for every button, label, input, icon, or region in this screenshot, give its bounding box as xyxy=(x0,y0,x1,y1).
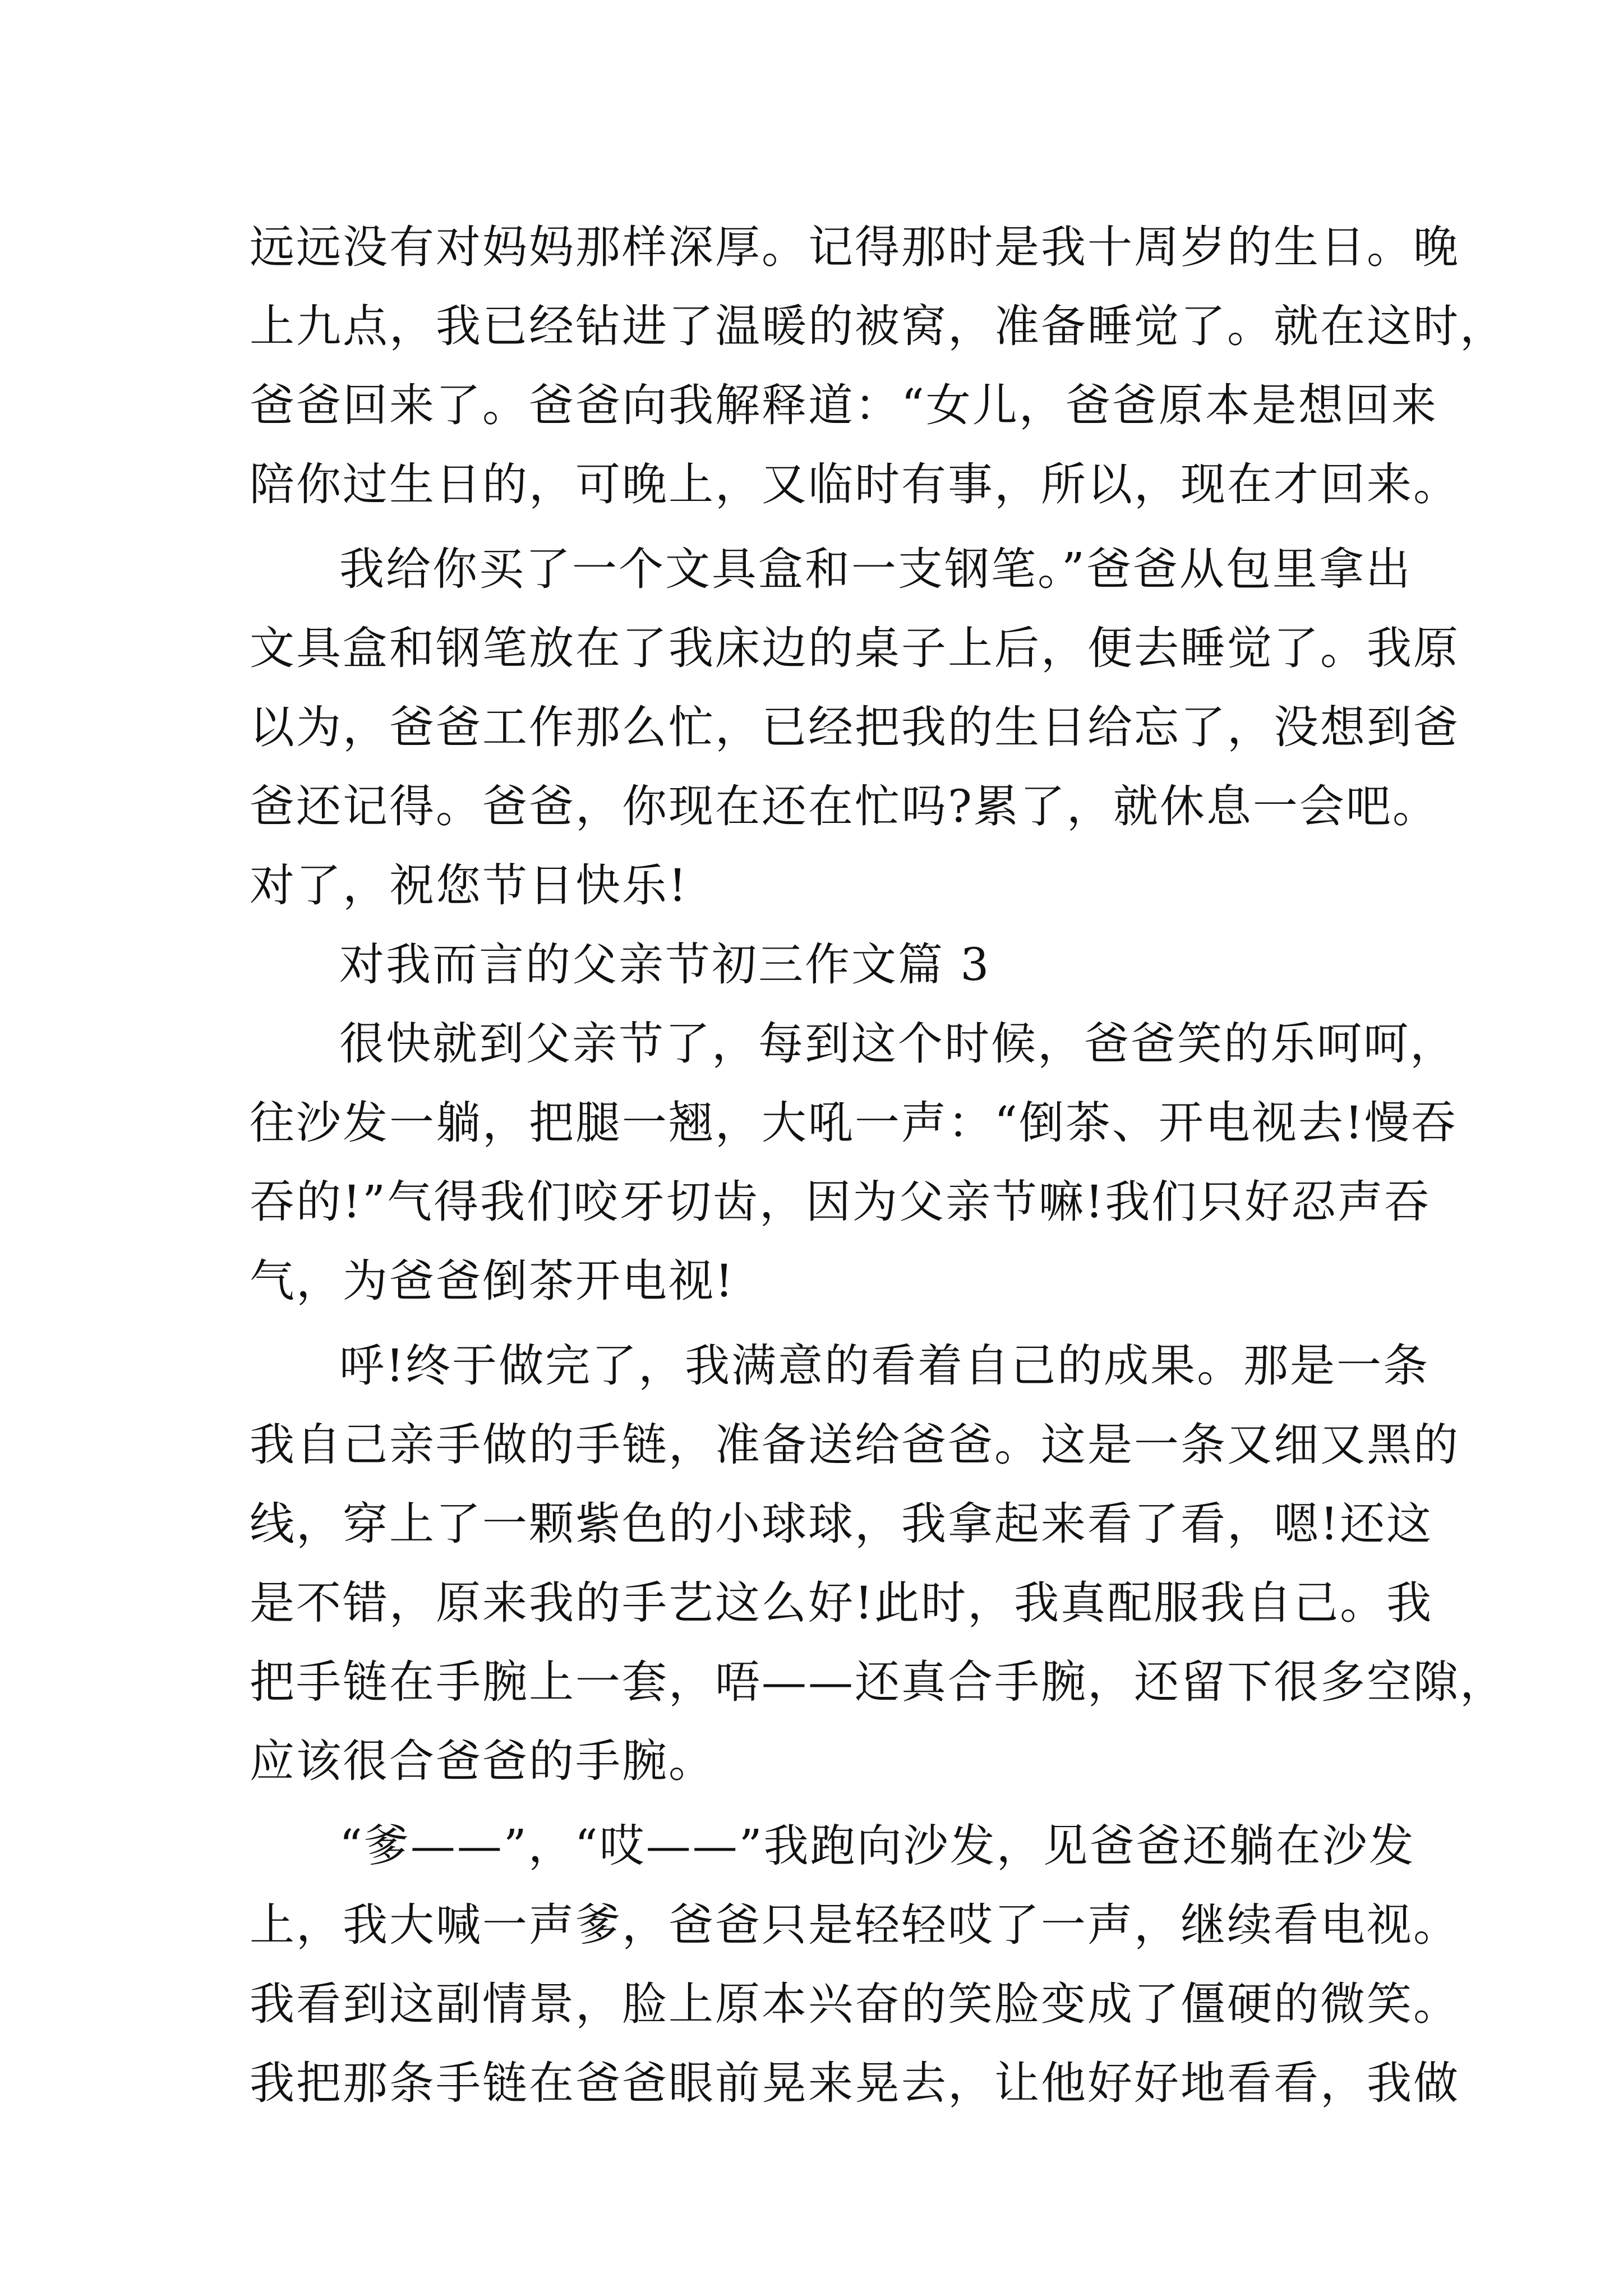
text-line: 远远没有对妈妈那样深厚。记得那时是我十周岁的生日。晚 xyxy=(250,221,1460,273)
paragraph-first-line: 很快就到父亲节了，每到这个时候，爸爸笑的乐呵呵， xyxy=(339,1018,1456,1070)
text-line: 我自己亲手做的手链，准备送给爸爸。这是一条又细又黑的 xyxy=(250,1419,1460,1471)
text-line: 我把那条手链在爸爸眼前晃来晃去，让他好好地看看，我做 xyxy=(250,2057,1460,2109)
paragraph-first-line: 我给你买了一个文具盒和一支钢笔。”爸爸从包里拿出 xyxy=(339,543,1412,595)
text-line: 往沙发一躺，把腿一翘，大吼一声：“倒茶、开电视去!慢吞 xyxy=(250,1097,1458,1149)
paragraph-first-line: 呼!终于做完了，我满意的看着自己的成果。那是一条 xyxy=(339,1340,1430,1392)
text-line: 气，为爸爸倒茶开电视! xyxy=(250,1255,735,1307)
section-heading: 对我而言的父亲节初三作文篇 3 xyxy=(339,938,991,991)
text-line: 陪你过生日的，可晚上，又临时有事，所以，现在才回来。 xyxy=(250,458,1460,510)
text-line: 是不错，原来我的手艺这么好!此时，我真配服我自己。我 xyxy=(250,1577,1433,1629)
text-line: 对了，祝您节日快乐! xyxy=(250,859,689,912)
text-line: 爸还记得。爸爸，你现在还在忙吗?累了，就休息一会吧。 xyxy=(250,780,1439,832)
text-line: 上九点，我已经钻进了温暖的被窝，准备睡觉了。就在这时， xyxy=(250,300,1506,352)
text-line: 上，我大喊一声爹，爸爸只是轻轻哎了一声，继续看电视。 xyxy=(250,1899,1460,1951)
text-line: 应该很合爸爸的手腕。 xyxy=(250,1735,715,1787)
text-line: 文具盒和钢笔放在了我床边的桌子上后，便去睡觉了。我原 xyxy=(250,622,1460,674)
text-line: 我看到这副情景，脸上原本兴奋的笑脸变成了僵硬的微笑。 xyxy=(250,1978,1460,2030)
text-line: 把手链在手腕上一套，唔——还真合手腕，还留下很多空隙， xyxy=(250,1656,1506,1708)
text-line: 吞的!”气得我们咬牙切齿，因为父亲节嘛!我们只好忍声吞 xyxy=(250,1176,1431,1228)
paragraph-first-line: “爹——”，“哎——”我跑向沙发，见爸爸还躺在沙发 xyxy=(339,1820,1415,1872)
document-body xyxy=(250,208,1506,2123)
text-line: 以为，爸爸工作那么忙，已经把我的生日给忘了，没想到爸 xyxy=(250,701,1460,753)
text-line: 线，穿上了一颗紫色的小球球，我拿起来看了看，嗯!还这 xyxy=(250,1498,1433,1550)
text-line: 爸爸回来了。爸爸向我解释道：“女儿，爸爸原本是想回来 xyxy=(250,379,1438,431)
